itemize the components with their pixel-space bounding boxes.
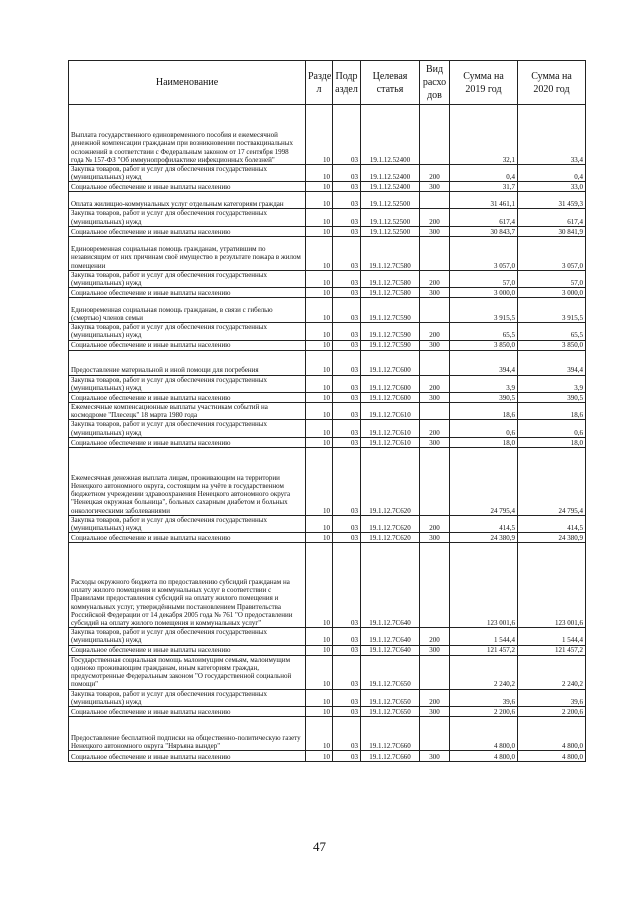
row-section: 10 (306, 288, 333, 298)
row-expense-type (420, 717, 450, 751)
row-expense-type: 300 (420, 340, 450, 350)
row-subsection: 03 (333, 543, 361, 628)
row-article: 19.1.12.7С580 (361, 236, 420, 270)
row-expense-type: 300 (420, 707, 450, 717)
header-sum-2020: Сумма на 2020 год (518, 61, 586, 105)
header-section: Разде л (306, 61, 333, 105)
table-row (69, 447, 586, 515)
table-row (69, 105, 586, 165)
row-sum-2019: 4 800,0 (450, 751, 518, 762)
row-article: 19.1.12.7С650 (361, 655, 420, 689)
row-section: 10 (306, 447, 333, 515)
row-subsection: 03 (333, 447, 361, 515)
row-section: 10 (306, 689, 333, 706)
row-subsection: 03 (333, 350, 361, 375)
row-expense-type: 300 (420, 645, 450, 655)
row-sum-2019: 3,9 (450, 375, 518, 392)
row-name: Закупка товаров, работ и услуг для обеспечения государственных (муниципальных) нужд (69, 515, 306, 532)
row-sum-2020: 2 200,6 (518, 707, 586, 717)
row-sum-2019: 4 800,0 (450, 717, 518, 751)
row-subsection: 03 (333, 182, 361, 192)
row-expense-type (420, 192, 450, 209)
row-section: 10 (306, 182, 333, 192)
row-subsection: 03 (333, 192, 361, 209)
row-sum-2020: 57,0 (518, 270, 586, 287)
row-name: Закупка товаров, работ и услуг для обеспечения государственных (муниципальных) нужд (69, 420, 306, 437)
header-sum-2019: Сумма на 2019 год (450, 61, 518, 105)
table-row (69, 182, 586, 192)
row-expense-type: 300 (420, 182, 450, 192)
row-sum-2019: 394,4 (450, 350, 518, 375)
row-section: 10 (306, 165, 333, 182)
row-subsection: 03 (333, 533, 361, 543)
row-subsection: 03 (333, 209, 361, 226)
row-subsection: 03 (333, 288, 361, 298)
row-article: 19.1.12.7С610 (361, 437, 420, 447)
row-sum-2019: 24 380,9 (450, 533, 518, 543)
row-sum-2019: 39,6 (450, 689, 518, 706)
row-expense-type: 300 (420, 751, 450, 762)
row-name: Ежемесячная денежная выплата лицам, проживающим на территории Ненецкого автономного округа, состоящим на учёте в государственном бюджетном учреждении здравоохранения Ненецкого автономного округа "Ненецкая окружная больница", больных сахарным диабетом и больных онкологическими заболеваниями (69, 447, 306, 515)
row-section: 10 (306, 375, 333, 392)
table-row (69, 543, 586, 628)
table-row (69, 533, 586, 543)
row-article: 19.1.12.7С640 (361, 628, 420, 645)
row-subsection: 03 (333, 437, 361, 447)
row-section: 10 (306, 192, 333, 209)
row-section: 10 (306, 236, 333, 270)
row-sum-2020: 3 000,0 (518, 288, 586, 298)
row-section: 10 (306, 403, 333, 420)
row-name: Закупка товаров, работ и услуг для обеспечения государственных (муниципальных) нужд (69, 209, 306, 226)
row-section: 10 (306, 543, 333, 628)
row-section: 10 (306, 270, 333, 287)
row-sum-2020: 390,5 (518, 393, 586, 403)
row-name: Закупка товаров, работ и услуг для обеспечения государственных (муниципальных) нужд (69, 375, 306, 392)
row-article: 19.1.12.7С620 (361, 447, 420, 515)
row-subsection: 03 (333, 298, 361, 323)
page-number: 47 (313, 839, 326, 854)
row-article: 19.1.12.7С640 (361, 645, 420, 655)
row-name: Закупка товаров, работ и услуг для обеспечения государственных (муниципальных) нужд (69, 323, 306, 340)
row-sum-2020: 3,9 (518, 375, 586, 392)
row-sum-2020: 3 057,0 (518, 236, 586, 270)
row-section: 10 (306, 226, 333, 236)
row-name: Социальное обеспечение и иные выплаты населению (69, 393, 306, 403)
row-sum-2019: 18,6 (450, 403, 518, 420)
row-sum-2020: 24 795,4 (518, 447, 586, 515)
row-name: Закупка товаров, работ и услуг для обеспечения государственных (муниципальных) нужд (69, 689, 306, 706)
row-sum-2019: 0,4 (450, 165, 518, 182)
row-sum-2019: 31,7 (450, 182, 518, 192)
row-subsection: 03 (333, 393, 361, 403)
header-expense-type: Вид расхо дов (420, 61, 450, 105)
row-sum-2020: 31 459,3 (518, 192, 586, 209)
row-sum-2020: 2 240,2 (518, 655, 586, 689)
row-subsection: 03 (333, 323, 361, 340)
row-sum-2020: 33,0 (518, 182, 586, 192)
row-sum-2020: 414,5 (518, 515, 586, 532)
row-article: 19.1.12.7С580 (361, 288, 420, 298)
row-article: 19.1.12.7С660 (361, 751, 420, 762)
row-section: 10 (306, 515, 333, 532)
row-sum-2019: 57,0 (450, 270, 518, 287)
row-article: 19.1.12.52500 (361, 209, 420, 226)
table-row (69, 689, 586, 706)
row-subsection: 03 (333, 628, 361, 645)
row-subsection: 03 (333, 270, 361, 287)
row-expense-type: 200 (420, 165, 450, 182)
row-article: 19.1.12.7С610 (361, 420, 420, 437)
row-sum-2019: 617,4 (450, 209, 518, 226)
row-name: Расходы окружного бюджета по предоставлению субсидий гражданам на оплату жилого помещения и коммунальных услуг в соответствии с Правилами предоставления субсидий на оплату жилого помещения и коммунальных услуг, утверждёнными постановлением Правительства Российской Федерации от 14 декабря 2005 года № 761 "О предоставлении субсидий на оплату жилого помещения и коммунальных услуг" (69, 543, 306, 628)
row-article: 19.1.12.7С590 (361, 298, 420, 323)
header-name: Наименование (69, 61, 306, 105)
row-name: Социальное обеспечение и иные выплаты населению (69, 533, 306, 543)
row-name: Единовременная социальная помощь гражданам, в связи с гибелью (смертью) членов семьи (69, 298, 306, 323)
row-sum-2020: 617,4 (518, 209, 586, 226)
row-article: 19.1.12.52500 (361, 226, 420, 236)
row-sum-2019: 24 795,4 (450, 447, 518, 515)
row-sum-2020: 65,5 (518, 323, 586, 340)
row-expense-type: 200 (420, 270, 450, 287)
row-subsection: 03 (333, 226, 361, 236)
row-subsection: 03 (333, 717, 361, 751)
row-sum-2019: 3 915,5 (450, 298, 518, 323)
row-sum-2020: 18,0 (518, 437, 586, 447)
row-article: 19.1.12.7С620 (361, 533, 420, 543)
row-sum-2019: 65,5 (450, 323, 518, 340)
table-row (69, 350, 586, 375)
row-section: 10 (306, 707, 333, 717)
row-sum-2020: 4 800,0 (518, 751, 586, 762)
row-subsection: 03 (333, 403, 361, 420)
row-name: Социальное обеспечение и иные выплаты населению (69, 751, 306, 762)
row-sum-2019: 31 461,1 (450, 192, 518, 209)
row-name: Социальное обеспечение и иные выплаты населению (69, 645, 306, 655)
row-sum-2019: 2 200,6 (450, 707, 518, 717)
row-name: Выплата государственного единовременного пособия и ежемесячной денежной компенсации гражданам при возникновении поствакцинальных осложнений в соответствии с Федеральным законом от 17 сентября 1998 года № 157-ФЗ "Об иммунопрофилактике инфекционных болезней" (69, 105, 306, 165)
table-row (69, 645, 586, 655)
row-subsection: 03 (333, 689, 361, 706)
row-article: 19.1.12.52400 (361, 165, 420, 182)
row-article: 19.1.12.7С590 (361, 340, 420, 350)
row-sum-2020: 30 841,9 (518, 226, 586, 236)
table-row (69, 437, 586, 447)
row-section: 10 (306, 323, 333, 340)
row-expense-type: 300 (420, 288, 450, 298)
row-expense-type: 200 (420, 209, 450, 226)
row-sum-2020: 121 457,2 (518, 645, 586, 655)
row-article: 19.1.12.7С610 (361, 403, 420, 420)
row-section: 10 (306, 655, 333, 689)
row-sum-2020: 24 380,9 (518, 533, 586, 543)
row-section: 10 (306, 105, 333, 165)
row-expense-type (420, 350, 450, 375)
row-name: Социальное обеспечение и иные выплаты населению (69, 437, 306, 447)
row-article: 19.1.12.7С600 (361, 375, 420, 392)
row-expense-type: 300 (420, 437, 450, 447)
row-sum-2020: 1 544,4 (518, 628, 586, 645)
row-article: 19.1.12.7С650 (361, 707, 420, 717)
row-sum-2019: 121 457,2 (450, 645, 518, 655)
row-expense-type: 200 (420, 515, 450, 532)
row-name: Социальное обеспечение и иные выплаты населению (69, 226, 306, 236)
row-sum-2019: 123 001,6 (450, 543, 518, 628)
table-row (69, 209, 586, 226)
row-section: 10 (306, 645, 333, 655)
table-row (69, 707, 586, 717)
row-sum-2019: 390,5 (450, 393, 518, 403)
row-sum-2020: 0,4 (518, 165, 586, 182)
row-section: 10 (306, 298, 333, 323)
row-name: Единовременная социальная помощь гражданам, утратившим по независящим от них причинам своё имущество в результате пожара в жилом помещении (69, 236, 306, 270)
table-row (69, 393, 586, 403)
row-subsection: 03 (333, 165, 361, 182)
table-row (69, 751, 586, 762)
table-row (69, 420, 586, 437)
row-sum-2020: 4 800,0 (518, 717, 586, 751)
row-subsection: 03 (333, 655, 361, 689)
row-name: Социальное обеспечение и иные выплаты населению (69, 288, 306, 298)
row-sum-2020: 123 001,6 (518, 543, 586, 628)
row-section: 10 (306, 420, 333, 437)
table-row (69, 323, 586, 340)
table-row (69, 226, 586, 236)
row-sum-2019: 3 057,0 (450, 236, 518, 270)
row-name: Закупка товаров, работ и услуг для обеспечения государственных (муниципальных) нужд (69, 270, 306, 287)
table-row (69, 192, 586, 209)
row-article: 19.1.12.7С640 (361, 543, 420, 628)
row-name: Предоставление бесплатной подписки на общественно-политическую газету Ненецкого автономного округа "Няръяна вындер" (69, 717, 306, 751)
row-expense-type: 200 (420, 323, 450, 340)
table-row (69, 236, 586, 270)
row-sum-2020: 33,4 (518, 105, 586, 165)
row-expense-type (420, 298, 450, 323)
table-row (69, 288, 586, 298)
row-article: 19.1.12.7С600 (361, 393, 420, 403)
budget-table (68, 60, 586, 762)
row-sum-2019: 32,1 (450, 105, 518, 165)
row-name: Социальное обеспечение и иные выплаты населению (69, 182, 306, 192)
row-section: 10 (306, 393, 333, 403)
row-subsection: 03 (333, 375, 361, 392)
row-subsection: 03 (333, 105, 361, 165)
row-expense-type (420, 543, 450, 628)
row-sum-2019: 3 850,0 (450, 340, 518, 350)
row-article: 19.1.12.7С650 (361, 689, 420, 706)
row-section: 10 (306, 437, 333, 447)
row-subsection: 03 (333, 751, 361, 762)
row-subsection: 03 (333, 236, 361, 270)
row-article: 19.1.12.7С580 (361, 270, 420, 287)
table-header-row (69, 61, 586, 105)
row-section: 10 (306, 340, 333, 350)
row-sum-2020: 0,6 (518, 420, 586, 437)
table-row (69, 340, 586, 350)
table-row (69, 165, 586, 182)
table-row (69, 717, 586, 751)
row-name: Закупка товаров, работ и услуг для обеспечения государственных (муниципальных) нужд (69, 628, 306, 645)
row-expense-type (420, 447, 450, 515)
table-row (69, 270, 586, 287)
row-expense-type: 200 (420, 628, 450, 645)
table-body (69, 105, 586, 762)
row-sum-2020: 3 915,5 (518, 298, 586, 323)
row-name: Закупка товаров, работ и услуг для обеспечения государственных (муниципальных) нужд (69, 165, 306, 182)
row-subsection: 03 (333, 707, 361, 717)
header-subsection: Подр аздел (333, 61, 361, 105)
row-expense-type (420, 403, 450, 420)
row-expense-type: 300 (420, 393, 450, 403)
row-article: 19.1.12.7С590 (361, 323, 420, 340)
row-subsection: 03 (333, 420, 361, 437)
row-sum-2019: 2 240,2 (450, 655, 518, 689)
row-section: 10 (306, 209, 333, 226)
row-expense-type: 300 (420, 533, 450, 543)
row-sum-2019: 1 544,4 (450, 628, 518, 645)
row-section: 10 (306, 717, 333, 751)
row-expense-type: 200 (420, 689, 450, 706)
table-row (69, 655, 586, 689)
row-sum-2020: 18,6 (518, 403, 586, 420)
table-row (69, 298, 586, 323)
row-sum-2020: 39,6 (518, 689, 586, 706)
row-sum-2019: 18,0 (450, 437, 518, 447)
table-row (69, 375, 586, 392)
row-name: Оплата жилищно-коммунальных услуг отдельным категориям граждан (69, 192, 306, 209)
row-name: Социальное обеспечение и иные выплаты населению (69, 707, 306, 717)
row-expense-type: 200 (420, 375, 450, 392)
row-subsection: 03 (333, 645, 361, 655)
row-subsection: 03 (333, 515, 361, 532)
row-article: 19.1.12.7С600 (361, 350, 420, 375)
row-name: Государственная социальная помощь малоимущим семьям, малоимущим одиноко проживающим гражданам, иным категориям граждан, предусмотренные Федеральным законом "О государственной социальной помощи" (69, 655, 306, 689)
row-expense-type (420, 236, 450, 270)
row-sum-2020: 394,4 (518, 350, 586, 375)
row-name: Социальное обеспечение и иные выплаты населению (69, 340, 306, 350)
row-section: 10 (306, 350, 333, 375)
row-name: Предоставление материальной и иной помощи для погребения (69, 350, 306, 375)
row-expense-type (420, 655, 450, 689)
row-section: 10 (306, 751, 333, 762)
row-sum-2019: 0,6 (450, 420, 518, 437)
row-section: 10 (306, 628, 333, 645)
header-article: Целевая статья (361, 61, 420, 105)
row-article: 19.1.12.52400 (361, 182, 420, 192)
table-row (69, 403, 586, 420)
row-expense-type: 200 (420, 420, 450, 437)
row-article: 19.1.12.52400 (361, 105, 420, 165)
row-sum-2020: 3 850,0 (518, 340, 586, 350)
row-subsection: 03 (333, 340, 361, 350)
row-article: 19.1.12.52500 (361, 192, 420, 209)
row-article: 19.1.12.7С620 (361, 515, 420, 532)
row-sum-2019: 30 843,7 (450, 226, 518, 236)
row-sum-2019: 414,5 (450, 515, 518, 532)
row-section: 10 (306, 533, 333, 543)
table-row (69, 515, 586, 532)
row-expense-type: 300 (420, 226, 450, 236)
row-article: 19.1.12.7С660 (361, 717, 420, 751)
row-sum-2019: 3 000,0 (450, 288, 518, 298)
row-expense-type (420, 105, 450, 165)
row-name: Ежемесячные компенсационные выплаты участникам событий на космодроме "Плесецк" 18 марта 1980 года (69, 403, 306, 420)
table-row (69, 628, 586, 645)
